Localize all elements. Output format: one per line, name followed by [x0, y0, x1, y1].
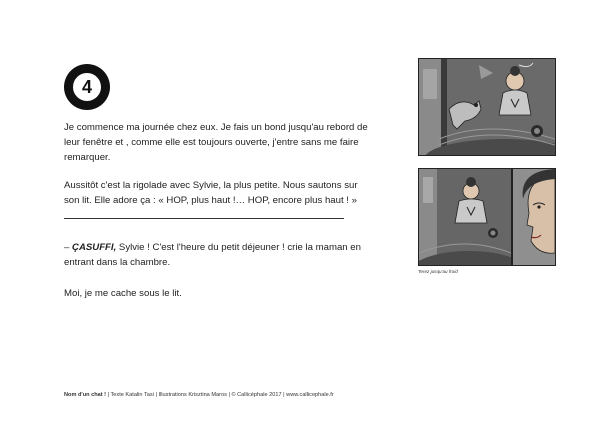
paragraph-text: Je commence ma journée chez eux. Je fais un bond jusqu'au rebord de leur fenêtre et , comme elle est toujours ouverte, j'entre sans me faire remarquer.	[64, 122, 368, 164]
paragraph-4	[64, 286, 374, 301]
dialogue-dash: –	[64, 242, 73, 253]
credits: | Texte Katalin Tasi | Illustrations Krisztina Maros | © Callicéphale 2017 | www.callicephale.fr	[106, 392, 334, 398]
page-number-badge	[64, 64, 110, 110]
illustration-cat-and-girl	[418, 58, 556, 156]
paragraph-2	[64, 178, 374, 208]
page-number: 4	[71, 71, 103, 103]
paragraph-text: Aussitôt c'est la rigolade avec Sylvie, la plus petite. Nous sautons sur son lit. Elle adore ça : « HOP, plus haut !… HOP, encore plus haut ! »	[64, 180, 358, 207]
dialogue-text: Sylvie ! C'est l'heure du petit déjeuner ! crie la maman en entrant dans la chambre.	[64, 242, 361, 269]
illustration-girl-and-mother	[418, 168, 556, 266]
illustration-drawing	[419, 169, 555, 265]
paragraph-text: Moi, je me cache sous le lit.	[64, 288, 182, 299]
page-footer	[64, 392, 334, 398]
speaker-word: ÇASUFFI,	[72, 242, 117, 253]
illustration-drawing	[419, 59, 555, 155]
paragraph-1	[64, 120, 374, 166]
illustration-caption: Terez jusqu'au froid	[418, 269, 458, 274]
writing-line	[64, 218, 344, 219]
book-title: Nom d'un chat !	[64, 392, 107, 398]
dialogue-paragraph	[64, 240, 374, 270]
